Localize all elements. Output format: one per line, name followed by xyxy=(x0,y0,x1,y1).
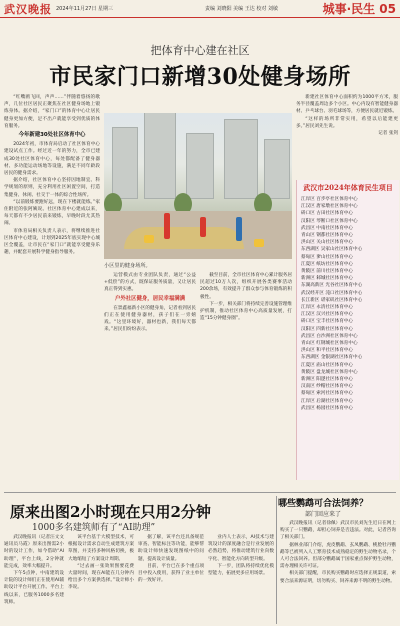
sidebar-list-item: 硚口区 宝丰社区体育中心 xyxy=(301,319,353,325)
sidebar-list-item: 长江新区 谌家矶社区体育中心 xyxy=(301,297,363,303)
photo-caption: 小区里的健身场所。 xyxy=(104,263,151,269)
sidebar-list-item: 东湖高新区 光谷社区体育中心 xyxy=(301,283,363,289)
story2-column-4 xyxy=(208,534,274,624)
paragraph: 截至目前，全市社区体育中心累计服务居民超过10万人次，组织开展各类赛事活动200余场，有效提升了群众参与体育锻炼的积极性。 xyxy=(200,273,292,300)
story2-subheadline: 1000多名建筑师有了“AI助理” xyxy=(32,523,156,533)
paragraph: 下一步，团队将持续优化模型能力，拓展更多应用场景。 xyxy=(208,563,274,577)
story2-column-1 xyxy=(4,534,64,624)
paragraph: 武汉晚报讯（记者徐佩）武汉市民刘先生近日在网上购买了一只鹦鹉，却担心饲养是否违法。对此，记者咨询了相关部门。 xyxy=(280,521,396,541)
sidebar-list-item: 汉南区 纱帽社区体育中心 xyxy=(301,384,353,390)
sidebar-list-item: 汉阳区 琴断口社区体育中心 xyxy=(301,218,358,224)
sidebar-list-item: 武昌区 中南社区体育中心 xyxy=(301,225,353,231)
paragraph: 业内人士表示，AI技术与建筑设计的深度融合是行业发展的必然趋势，将推动建筑行业向数字化、智能化方向转型升级。 xyxy=(208,535,274,562)
paragraph: 运营模式由专业团队负责，通过“公益+低偿”的方式，既保证服务质量，又让居民真正得到实惠。 xyxy=(104,273,196,293)
paragraph: 据介绍，社区体育中心坚持因地制宜、科学规划的原则，充分利用社区闲置空间，打造集健身、休闲、社交于一体的综合性场所。 xyxy=(4,178,100,198)
story3-subheadline: 部门回应来了 xyxy=(305,511,342,518)
sidebar-list-item: 蔡甸区 索河社区体育中心 xyxy=(301,391,353,397)
sidebar-list-item: 江岸区 后湖社区体育中心 xyxy=(301,398,353,404)
section-divider xyxy=(4,492,396,493)
paragraph: “过去画一张效果图要花费大量时间，现在AI能在几分钟内给出多个方案供选择。”设计师小李说。 xyxy=(68,563,134,591)
paragraph: “红嘴鸥飞回，声声……”伴随着悠扬的歌声，几位社区居民正聚焦在社区健身场地上锻炼身体。据介绍，“家门口”的体育中心让居民健身更加方便，足不出户就能享受到优质的体育服务。 xyxy=(4,95,100,129)
story1-column-1 xyxy=(4,94,100,478)
story2-column-2 xyxy=(68,534,134,624)
sidebar-list-item: 蔡甸区 奓山社区体育中心 xyxy=(301,254,353,260)
paragraph: 新建社区体育中心面积约为1000平方米，服务半径覆盖周边多个小区。中心内设有智能健身器材、乒乓球台、羽毛球场等，方便居民就近锻炼。 xyxy=(296,95,398,115)
sidebar-list-item: 东西湖区 吴家山社区体育中心 xyxy=(301,247,363,253)
story1-column-3 xyxy=(104,272,196,480)
editor-credits: 责编 刘晓阳 美编 王达 校对 刘敏 xyxy=(205,6,278,12)
sidebar-list-item: 黄陂区 盘龙城社区体育中心 xyxy=(301,369,358,375)
sidebar-list xyxy=(297,196,399,412)
story1-column-5 xyxy=(296,94,398,178)
sidebar-list-item: 洪山区 和平社区体育中心 xyxy=(301,348,353,354)
sidebar-list-item: 江汉区 汉兴社区体育中心 xyxy=(301,312,353,318)
issue-date: 2024年11月27日 星期三 xyxy=(56,6,114,12)
story3-headline: 哪些鹦鹉可合法饲养？ xyxy=(278,499,369,509)
story1-column-4 xyxy=(200,272,292,480)
paragraph: “这样的场所非常实用，希望以后能建更多。”居民刘先生说。 xyxy=(296,116,398,129)
column-divider xyxy=(276,496,277,624)
paragraph: 下午5点钟，中南建筑设计院的设计师们正在使用AI辅助设计平台开展工作。平台上线以来，已服务1000多名建筑师。 xyxy=(4,571,64,605)
sidebar-list-item: 武昌区 白沙洲社区体育中心 xyxy=(301,333,358,339)
sidebar-list-item: 东西湖区 金银湖社区体育中心 xyxy=(301,355,363,361)
sidebar-list-item: 江岸区 百步亭社区体育中心 xyxy=(301,197,358,202)
newspaper-logo: 武汉晚报 xyxy=(4,3,52,16)
paragraph: 2024年初，市体育局启动了社区体育中心建设试点工作。经过近一年的努力，全市已建成30处社区体育中心，每处都配备了健身器材、多功能运动场地等设施，满足不同年龄段居民的健身需求。 xyxy=(4,142,100,177)
paragraph: 武汉晚报讯（记者汪文文 通讯员马霞）原来出图需2小时的设计工作，如今借助“AI助理”，平台上线，2分钟就能完成，效率大幅提升。 xyxy=(4,535,64,569)
masthead xyxy=(0,0,400,18)
sidebar-list-item: 黄陂区 前川社区体育中心 xyxy=(301,269,353,275)
project-list-sidebar xyxy=(296,180,399,480)
sidebar-list-item: 武汉经开区 沌口社区体育中心 xyxy=(301,290,363,296)
story1-headline: 市民家门口新增30处健身场所 xyxy=(49,64,351,90)
sidebar-list-item: 武昌区 杨园社区体育中心 xyxy=(301,405,353,411)
sidebar-list-item: 江夏区 纸坊社区体育中心 xyxy=(301,261,353,267)
story1-kicker: 把体育中心建在社区 xyxy=(150,44,250,57)
story1-subhead-1: 今年新建30处社区体育中心 xyxy=(18,132,86,139)
sidebar-list-item: 新洲区 阳逻社区体育中心 xyxy=(301,377,353,383)
paragraph: 相关部门提醒，市民购买鹦鹉时应选择正规渠道，索要合法来源证明，切勿购买、饲养来源不明的野生动物。 xyxy=(280,571,396,584)
section-label: 城事·民生 05 xyxy=(322,2,396,16)
story2-column-3 xyxy=(138,534,204,624)
reporter-byline: 记者 张剑 xyxy=(378,131,398,137)
sidebar-list-item: 江汉区 唐家墩社区体育中心 xyxy=(301,204,358,210)
sidebar-list-item: 江夏区 庙山社区体育中心 xyxy=(301,362,353,368)
sidebar-list-item: 新洲区 邾城社区体育中心 xyxy=(301,276,353,282)
story2-headline: 原来出图2小时现在只用2分钟 xyxy=(10,503,211,521)
paragraph: 据林业部门介绍，虎皮鹦鹉、玄凤鹦鹉、桃脸牡丹鹦鹉等已被列入人工繁育技术成熟稳定的野生动物名录，个人可合法饲养。但部分鹦鹉属于国家重点保护野生动物，需办理相关许可证。 xyxy=(280,542,396,570)
story3-column-1 xyxy=(280,520,396,624)
sidebar-list-item: 汉阳区 四新社区体育中心 xyxy=(301,326,353,332)
sidebar-list-item: 青山区 钢都社区体育中心 xyxy=(301,233,353,239)
sidebar-list-item: 青山区 红钢城社区体育中心 xyxy=(301,341,358,347)
paragraph: “以前锻炼要跑好远，现在下楼就能练。”家住附近的张阿姨说。社区体育中心建成以来，每天都有不少居民前来锻炼，早晚时段尤其热闹。 xyxy=(4,199,100,227)
paragraph: 目前，平台已在多个重点项目中投入使用，获得了业主单位的一致好评。 xyxy=(138,563,204,584)
paragraph: 下一步，相关部门将持续完善设施管理维护机制，推动社区体育中心高质量发展，打造“15分钟健身圈”。 xyxy=(200,301,292,322)
paragraph: 该平台基于大模型技术，可根据设计需求自动生成建筑方案草图，并支持多种风格切换，极大地缩短了方案设计周期。 xyxy=(68,535,134,562)
sidebar-list-item: 洪山区 关山社区体育中心 xyxy=(301,240,353,246)
paragraph: 市体育局相关负责人表示，将继续推进社区体育中心建设，计划到2025年底实现中心城区全覆盖，让市民在“家门口”就能享受健身乐趣，并配套开展科学健身指导服务。 xyxy=(4,228,100,256)
paragraph: 据了解，该平台还具备规范审查、智能标注等功能，能够帮助设计师快速发现图纸中的问题，提高设计质量。 xyxy=(138,535,204,562)
sidebar-list-item: 硚口区 古田社区体育中心 xyxy=(301,211,353,217)
fitness-area-photo xyxy=(104,113,292,259)
sidebar-list-item: 江岸区 永清社区体育中心 xyxy=(301,305,353,311)
story1-subhead-2: 户外社区健身，居民幸福满满 xyxy=(114,295,186,302)
paragraph: 在景鑫福新小区的健身角，记者看到居民们正在使用健身器材，孩子们在一旁嬉戏。“这里环境好，器材也新，我们每天都来。”居民们纷纷表示。 xyxy=(104,305,196,333)
sidebar-title: 武汉市2024年体育民生项目 xyxy=(303,183,393,192)
